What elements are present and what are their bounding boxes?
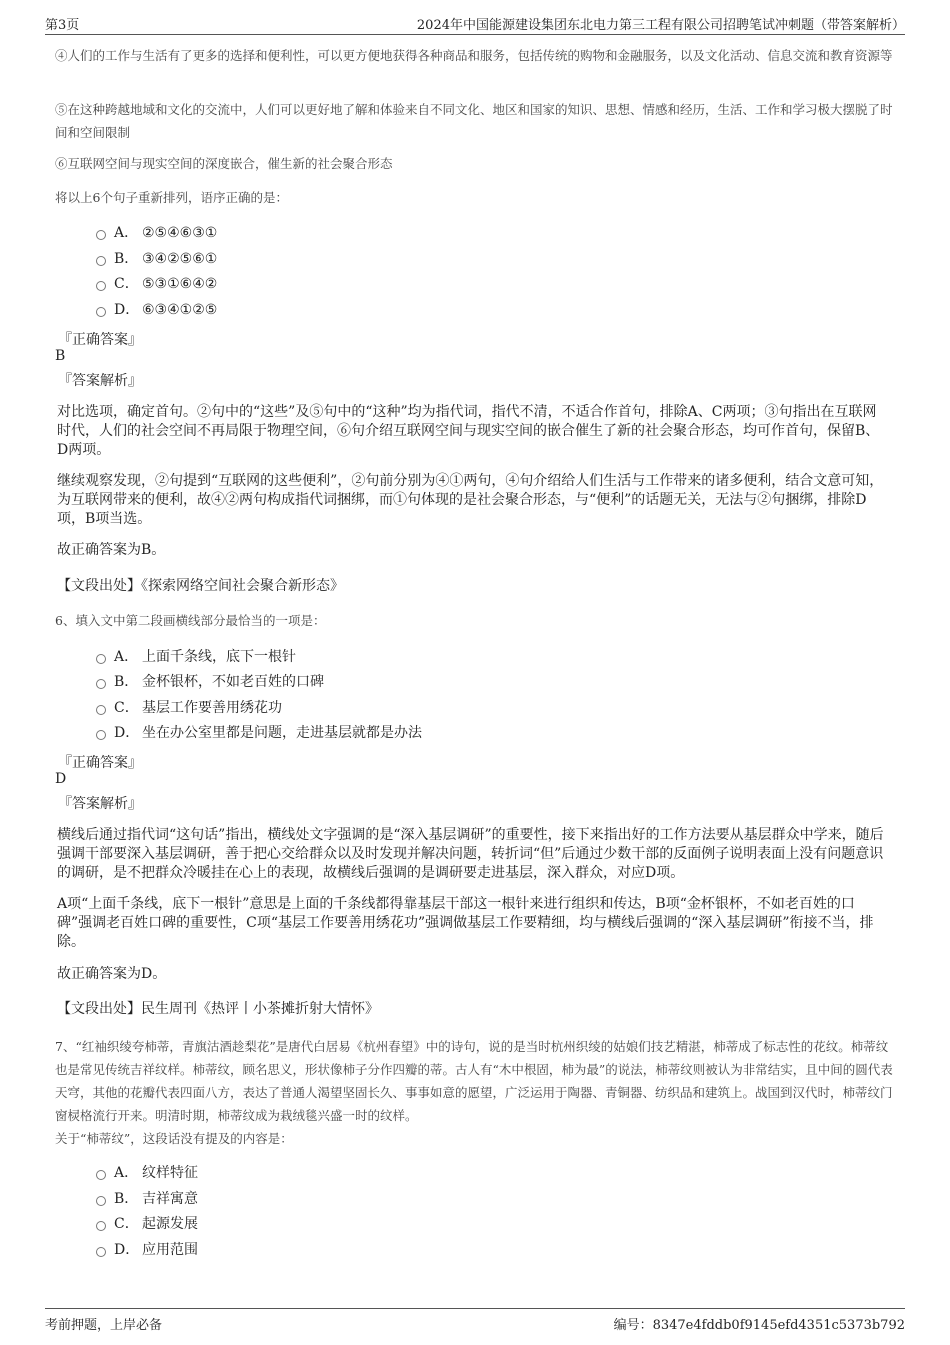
radio-icon[interactable] [96,256,106,266]
source-citation: 【文段出处】《探索网络空间社会聚合新形态》 [57,578,344,594]
option-d[interactable]: D． 坐在办公室里都是问题，走进基层就都是办法 [96,723,422,743]
footer-slogan: 考前押题，上岸必备 [45,1318,163,1333]
radio-icon[interactable] [96,307,106,317]
radio-icon[interactable] [96,679,106,689]
radio-icon[interactable] [96,230,106,240]
radio-icon[interactable] [96,281,106,291]
question-prompt: 关于“柿蒂纹”，这段话没有提及的内容是： [55,1131,293,1146]
page-header [45,8,905,35]
option-b[interactable]: B． ③④②⑤⑥① [96,249,217,269]
sentence-5: ⑤在这种跨越地域和文化的交流中，人们可以更好地了解和体验来自不同文化、地区和国家的知识、思想、情感和经历，生活、工作和学习极大摆脱了时间和空间限制 [55,102,893,140]
radio-icon[interactable] [96,730,106,740]
option-c[interactable]: C． 基层工作要善用绣花功 [96,698,282,718]
option-c[interactable]: C． 起源发展 [96,1214,198,1234]
analysis-paragraph: 对比选项，确定首句。②句中的“这些”及⑤句中的“这种”均为指代词，指代不清，不适合作首句，排除A、C两项；③句指出在互联网时代，人们的社会空间不再局限于物理空间，⑥句介绍互联网空间与现实空间的嵌合催生了新的社会聚合形态，均可作首句，保留B、D两项。 [57,404,880,458]
analysis-paragraph: 继续观察发现，②句提到“互联网的这些便利”，②句前分别为④①两句，④句介绍给人们生活与工作带来的诸多便利，结合文意可知，为互联网带来的便利，故④②两句构成指代词捆绑，而①句体现的是社会聚合形态，与“便利”的话题无关，无法与②句捆绑，排除D项，B项当选。 [57,473,884,527]
sentence-6: ⑥互联网空间与现实空间的深度嵌合，催生新的社会聚合形态 [55,156,393,171]
option-a[interactable]: A． 上面千条线，底下一根针 [96,647,296,667]
option-a[interactable]: A． 纹样特征 [96,1163,198,1183]
analysis-label: 『答案解析』 [58,373,142,389]
option-b[interactable]: B． 吉祥寓意 [96,1189,198,1209]
analysis-paragraph: 横线后通过指代词“这句话”指出，横线处文字强调的是“深入基层调研”的重要性，接下来指出好的工作方法要从基层群众中学来，随后强调干部要深入基层调研，善于把心交给群众以及时发现并解决问题，转折词“但”后通过少数干部的反面例子说明表面上没有问题意识的调研，是不把群众冷暖挂在心上的表现，故横线后强调的是调研要走进基层，深入群众，对应D项。 [57,827,884,881]
answer-value: B [55,348,66,364]
option-d[interactable]: D． ⑥③④①②⑤ [96,300,217,320]
radio-icon[interactable] [96,705,106,715]
document-title: 2024年中国能源建设集团东北电力第三工程有限公司招聘笔试冲刺题（带答案解析） [416,18,905,33]
source-citation: 【文段出处】民生周刊《热评丨小茶摊折射大情怀》 [57,1001,379,1017]
radio-icon[interactable] [96,1196,106,1206]
radio-icon[interactable] [96,654,106,664]
answer-label: 『正确答案』 [58,755,142,771]
document-id: 编号：8347e4fddb0f9145efd4351c5373b792 [613,1318,905,1333]
analysis-conclusion: 故正确答案为D。 [57,966,167,982]
analysis-paragraph: A项“上面千条线，底下一根针”意思是上面的千条线都得靠基层干部这一根针来进行组织和传达，B项“金杯银杯，不如老百姓的口碑”强调老百姓口碑的重要性，C项“基层工作要善用绣花功”强调做基层工作要精细，均与横线后强调的“深入基层调研”衔接不当，排除。 [57,896,874,950]
option-b[interactable]: B． 金杯银杯，不如老百姓的口碑 [96,672,324,692]
option-c[interactable]: C． ⑤③①⑥④② [96,274,217,294]
option-d[interactable]: D． 应用范围 [96,1240,198,1260]
radio-icon[interactable] [96,1221,106,1231]
analysis-label: 『答案解析』 [58,796,142,812]
question-prompt: 将以上6个句子重新排列，语序正确的是： [55,190,288,205]
page-number: 第3页 [45,18,80,33]
option-a[interactable]: A． ②⑤④⑥③① [96,223,217,243]
radio-icon[interactable] [96,1247,106,1257]
question-stem: 6、填入文中第二段画横线部分最恰当的一项是： [55,613,326,628]
page-footer [45,1308,905,1337]
answer-label: 『正确答案』 [58,332,142,348]
analysis-conclusion: 故正确答案为B。 [57,542,166,558]
radio-icon[interactable] [96,1170,106,1180]
answer-value: D [55,771,67,787]
question-stem: 7、“红袖织绫夸柿蒂，青旗沽酒趁梨花”是唐代白居易《杭州春望》中的诗句，说的是当时杭州织绫的姑娘们技艺精湛，柿蒂成了标志性的花纹。柿蒂纹也是常见传统吉祥纹样。柿蒂纹，顾名思义，形状像柿子分作四瓣的蒂。古人有“木中根固，柿为最”的说法，柿蒂纹则被认为非常结实，且中间的圆代表天穹，其他的花瓣代表四面八方，表达了普通人渴望坚固长久、事事如意的愿望，广泛运用于陶器、青铜器、纺织品和建筑上。战国到汉代时，柿蒂纹门窗棂格流行开来。明清时期，柿蒂纹成为栽绒毯兴盛一时的纹样。 [55,1039,893,1123]
sentence-4: ④人们的工作与生活有了更多的选择和便利性，可以更方便地获得各种商品和服务，包括传统的购物和金融服务，以及文化活动、信息交流和教育资源等 [55,48,893,63]
